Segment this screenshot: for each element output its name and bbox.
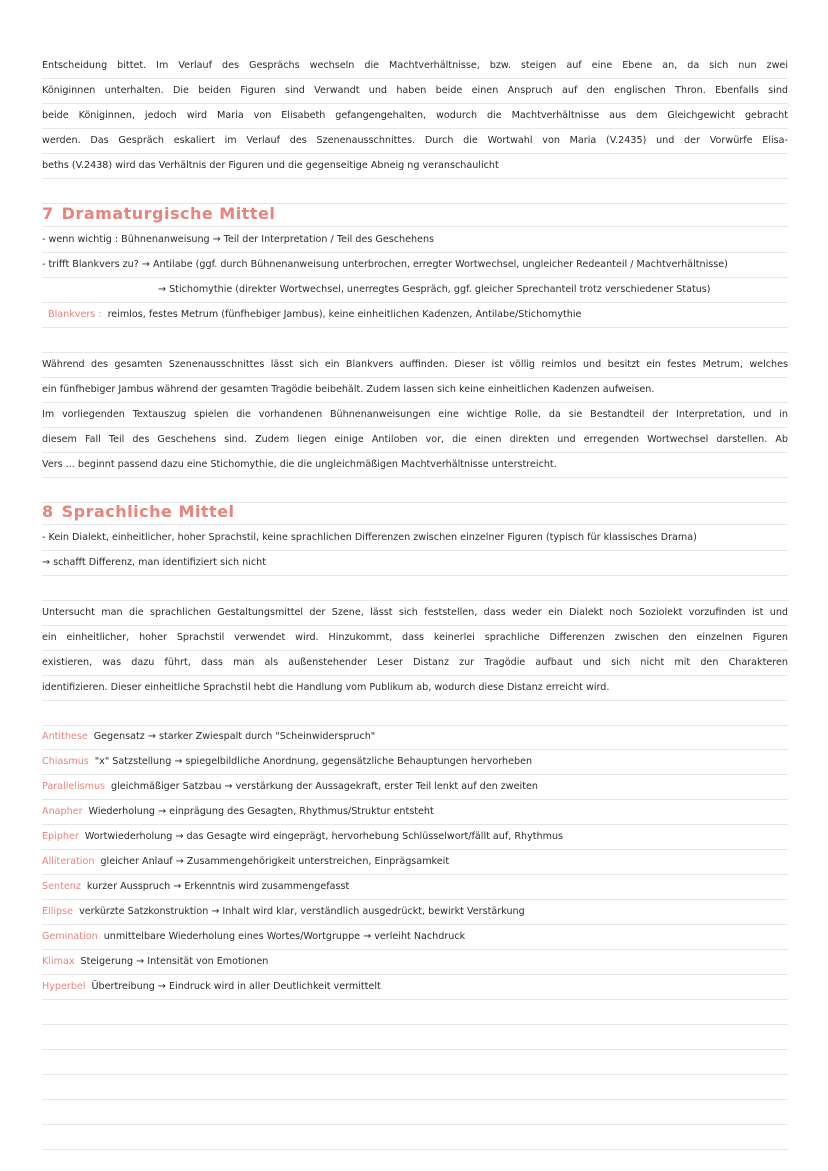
section-7-note-3: → Stichomythie (direkter Wortwechsel, unerregtes Gespräch, ggf. gleicher Sprechanteil trotz verschiedener Status) (42, 277, 788, 303)
glossary-term: Antithese (42, 731, 88, 742)
glossary-item-hyperbel (42, 974, 788, 1000)
section-7-heading (42, 202, 788, 227)
glossary-item-sentenz (42, 874, 788, 900)
glossary-text: gleichmäßiger Satzbau → verstärkung der Aussagekraft, erster Teil lenkt auf den zweiten (111, 781, 538, 792)
glossary-text: Wiederholung → einprägung des Gesagten, Rhythmus/Struktur entsteht (88, 806, 434, 817)
intro-line-1: Entscheidung bittet. Im Verlauf des Gesprächs wechseln die Machtverhältnisse, bzw. steigen auf eine Ebene an, da sich nun zwei (42, 53, 788, 79)
glossary-term: Alliteration (42, 856, 95, 867)
glossary-term: Sentenz (42, 881, 81, 892)
glossary-term: Gemination (42, 931, 98, 942)
ruled-line (42, 1124, 788, 1150)
section-8-note-1: - Kein Dialekt, einheitlicher, hoher Sprachstil, keine sprachlichen Differenzen zwischen einzelner Figuren (typisch für klassisches Drama) (42, 525, 788, 551)
glossary-text: Gegensatz → starker Zwiespalt durch "Scheinwiderspruch" (93, 731, 376, 742)
glossary-item-anapher (42, 799, 788, 825)
ruled-line (42, 178, 788, 204)
section-8-heading (42, 500, 788, 525)
intro-line-2: Königinnen unterhalten. Die beiden Figuren sind Verwandt und haben beide einen Anspruch auf den englischen Thron. Ebenfalls sind (42, 78, 788, 104)
section-7-note-1: - wenn wichtig : Bühnenanweisung → Teil der Interpretation / Teil des Geschehens (42, 227, 788, 253)
glossary-item-alliteration (42, 849, 788, 875)
section-7-paragraph-line-2: ein fünfhebiger Jambus während der gesamten Tragödie beibehält. Zudem lassen sich keine einheitlichen Kadenzen aufweisen. (42, 377, 788, 403)
glossary-item-chiasmus (42, 749, 788, 775)
section-8-paragraph-line-3: existieren, was dazu führt, dass man als außenstehender Leser Distanz zur Tragödie aufbaut und sich nicht mit den Charakteren (42, 650, 788, 676)
glossary-item-klimax (42, 949, 788, 975)
glossary-term: Hyperbel (42, 981, 86, 992)
blankvers-definition (42, 302, 788, 328)
blankvers-term: Blankvers : (48, 309, 102, 320)
section-7-number: 7 (42, 204, 54, 223)
glossary-item-gemination (42, 924, 788, 950)
section-7-title: Dramaturgische Mittel (61, 204, 276, 223)
glossary-term: Epipher (42, 831, 79, 842)
glossary-term: Parallelismus (42, 781, 106, 792)
section-8-paragraph-line-2: ein einheitlicher, hoher Sprachstil verwendet wird. Hinzukommt, dass keinerlei sprachliche Differenzen zwischen den einzelnen Figuren (42, 625, 788, 651)
ruled-line (42, 1099, 788, 1125)
section-7-paragraph-line-4: diesem Fall Teil des Geschehens sind. Zudem liegen einige Antiloben vor, die einen direkten und erregenden Wortwechsel darstellen. Ab (42, 427, 788, 453)
ruled-line (42, 1024, 788, 1050)
section-7-note-2: - trifft Blankvers zu? → Antilabe (ggf. durch Bühnenanweisung unterbrochen, erregter Wortwechsel, ungleicher Redeanteil / Machtverhältnisse) (42, 252, 788, 278)
glossary-term: Klimax (42, 956, 75, 967)
ruled-line (42, 1049, 788, 1075)
glossary-item-epipher (42, 824, 788, 850)
section-8-paragraph-line-1: Untersucht man die sprachlichen Gestaltungsmittel der Szene, lässt sich feststellen, dass weder ein Dialekt noch Soziolekt vorzufinden ist und (42, 600, 788, 626)
glossary-item-ellipse (42, 899, 788, 925)
glossary-term: Anapher (42, 806, 83, 817)
glossary-text: gleicher Anlauf → Zusammengehörigkeit unterstreichen, Einprägsamkeit (100, 856, 450, 867)
glossary-text: Steigerung → Intensität von Emotionen (80, 956, 269, 967)
glossary-item-parallelismus (42, 774, 788, 800)
glossary-text: Wortwiederholung → das Gesagte wird eingeprägt, hervorhebung Schlüsselwort/fällt auf, Rhythmus (84, 831, 564, 842)
ruled-line (42, 999, 788, 1025)
ruled-line (42, 327, 788, 353)
section-8-note-2: → schafft Differenz, man identifiziert sich nicht (42, 550, 788, 576)
glossary-item-antithese (42, 724, 788, 750)
glossary-text: verkürzte Satzkonstruktion → Inhalt wird klar, verständlich ausgedrückt, bewirkt Verstärkung (79, 906, 525, 917)
glossary-text: "x" Satzstellung → spiegelbildliche Anordnung, gegensätzliche Behauptungen hervorheben (94, 756, 533, 767)
glossary-text: Übertreibung → Eindruck wird in aller Deutlichkeit vermittelt (91, 981, 381, 992)
intro-line-3: beide Königinnen, jedoch wird Maria von Elisabeth gefangengehalten, wodurch die Machtverhältnisse aus dem Gleichgewicht gebracht (42, 103, 788, 129)
glossary-term: Ellipse (42, 906, 74, 917)
ruled-line (42, 575, 788, 601)
section-7-paragraph-line-3: Im vorliegenden Textauszug spielen die vorhandenen Bühnenanweisungen eine wichtige Rolle, da sie Bestandteil der Interpretation, und in (42, 402, 788, 428)
ruled-line (42, 700, 788, 726)
glossary-term: Chiasmus (42, 756, 89, 767)
glossary-text: unmittelbare Wiederholung eines Wortes/Wortgruppe → verleiht Nachdruck (103, 931, 466, 942)
ruled-line (42, 1074, 788, 1100)
section-7-paragraph-line-1: Während des gesamten Szenenausschnittes lässt sich ein Blankvers auffinden. Dieser ist völlig reimlos und besitzt ein festes Metrum, welches (42, 352, 788, 378)
section-7-paragraph-line-5: Vers ... beginnt passend dazu eine Stichomythie, die die ungleichmäßigen Machtverhältnisse unterstreicht. (42, 452, 788, 478)
section-8-paragraph-line-4: identifizieren. Dieser einheitliche Sprachstil hebt die Handlung vom Publikum ab, wodurch diese Distanz erreicht wird. (42, 675, 788, 701)
glossary-text: kurzer Ausspruch → Erkenntnis wird zusammengefasst (86, 881, 350, 892)
intro-line-5: beths (V.2438) wird das Verhältnis der Figuren und die gegenseitige Abneig ng veranschaulicht (42, 153, 788, 179)
section-8-number: 8 (42, 502, 54, 521)
intro-line-4: werden. Das Gespräch eskaliert im Verlauf des Szenenausschnittes. Durch die Wortwahl von Maria (V.2435) und der Vorwürfe Elisa- (42, 128, 788, 154)
blankvers-text: reimlos, festes Metrum (fünfhebiger Jambus), keine einheitlichen Kadenzen, Antilabe/Stichomythie (107, 309, 582, 320)
section-8-title: Sprachliche Mittel (61, 502, 235, 521)
